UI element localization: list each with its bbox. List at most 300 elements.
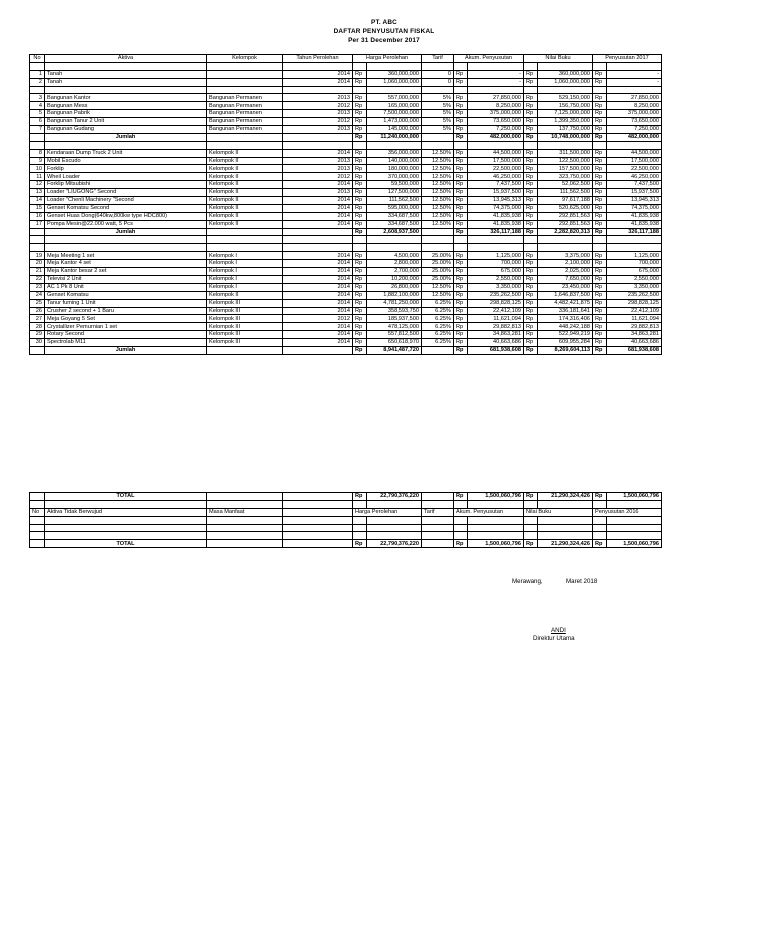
- acquisition-year: 2014: [283, 307, 353, 315]
- accumulated-depreciation: 22,500,000: [468, 165, 524, 173]
- currency-label: Rp: [593, 189, 607, 197]
- grand-total-label: TOTAL: [45, 493, 207, 501]
- depreciation-2017: 29,882,813: [607, 323, 662, 331]
- acquisition-year: 2013: [283, 126, 353, 134]
- empty-cell: [30, 133, 45, 141]
- depreciation-rate: 6.25%: [422, 323, 454, 331]
- empty-cell: [207, 516, 283, 524]
- empty-cell: [454, 524, 468, 532]
- asset-row: [30, 315, 662, 323]
- subtotal-book-value: 10,748,000,000: [538, 133, 593, 141]
- currency-label: Rp: [353, 189, 367, 197]
- asset-row: [30, 110, 662, 118]
- currency-label: Rp: [524, 165, 538, 173]
- book-value: 111,562,500: [538, 189, 593, 197]
- asset-row: [30, 118, 662, 126]
- asset-name: Kendaraan Dump Truck 2 Unit: [45, 149, 207, 157]
- book-value: 323,750,000: [538, 173, 593, 181]
- acquisition-year: 2012: [283, 118, 353, 126]
- currency-label: Rp: [353, 149, 367, 157]
- currency-label: Rp: [593, 157, 607, 165]
- depreciation-rate: 12.50%: [422, 197, 454, 205]
- currency-label: Rp: [454, 339, 468, 347]
- currency-label: Rp: [454, 204, 468, 212]
- currency-label: Rp: [593, 268, 607, 276]
- acquisition-year: 2014: [283, 70, 353, 78]
- currency-label: Rp: [454, 173, 468, 181]
- asset-no: 4: [30, 102, 45, 110]
- currency-label: Rp: [593, 307, 607, 315]
- asset-no: 28: [30, 323, 45, 331]
- asset-no: 23: [30, 283, 45, 291]
- empty-cell: [283, 244, 353, 252]
- empty-cell: [30, 228, 45, 236]
- asset-name: Forklip: [45, 165, 207, 173]
- currency-label: Rp: [353, 212, 367, 220]
- empty-cell: [454, 500, 468, 508]
- asset-group: Kelompok I: [207, 268, 283, 276]
- accumulated-depreciation: 700,000: [468, 260, 524, 268]
- column-header: Aktiva: [45, 55, 207, 63]
- currency-label: Rp: [454, 220, 468, 228]
- depreciation-2017: -: [607, 70, 662, 78]
- empty-cell: [207, 493, 283, 501]
- depreciation-2017: 15,937,500: [607, 189, 662, 197]
- asset-name: Bangunan Tanur 2 Unit: [45, 118, 207, 126]
- depreciation-2017: 675,000: [607, 268, 662, 276]
- empty-cell: [207, 524, 283, 532]
- grand-total-label: TOTAL: [45, 540, 207, 548]
- depreciation-2017: 1,125,000: [607, 252, 662, 260]
- currency-label: Rp: [524, 268, 538, 276]
- currency-label: Rp: [524, 118, 538, 126]
- empty-cell: [454, 62, 468, 70]
- empty-cell: [607, 236, 662, 244]
- book-value: 448,242,188: [538, 323, 593, 331]
- currency-label: Rp: [524, 197, 538, 205]
- asset-row: [30, 220, 662, 228]
- currency-label: Rp: [353, 275, 367, 283]
- grand-total-book-value: 21,290,324,426: [538, 493, 593, 501]
- currency-label: Rp: [593, 323, 607, 331]
- acquisition-year: 2014: [283, 260, 353, 268]
- currency-label: Rp: [353, 299, 367, 307]
- book-value: 1,646,837,500: [538, 291, 593, 299]
- asset-group: Kelompok II: [207, 204, 283, 212]
- accumulated-depreciation: 41,835,938: [468, 220, 524, 228]
- currency-label: Rp: [353, 228, 367, 236]
- depreciation-rate: 0: [422, 78, 454, 86]
- column-header: Tarif: [422, 55, 454, 63]
- acquisition-cost: 358,593,750: [367, 307, 422, 315]
- acquisition-year: 2014: [283, 299, 353, 307]
- empty-cell: [524, 236, 538, 244]
- column-header: Akum. Penyusutan: [454, 508, 524, 516]
- empty-row: [30, 516, 662, 524]
- asset-group: Kelompok III: [207, 323, 283, 331]
- asset-name: Bangunan Gudang: [45, 126, 207, 134]
- asset-group: Kelompok I: [207, 252, 283, 260]
- empty-cell: [283, 516, 353, 524]
- empty-cell: [422, 141, 454, 149]
- empty-cell: [283, 62, 353, 70]
- empty-cell: [454, 236, 468, 244]
- currency-label: Rp: [524, 323, 538, 331]
- currency-label: Rp: [454, 110, 468, 118]
- asset-group: Bangunan Permanen: [207, 126, 283, 134]
- subtotal-label: Jumlah: [45, 133, 207, 141]
- book-value: 292,851,563: [538, 220, 593, 228]
- currency-label: Rp: [593, 94, 607, 102]
- asset-row: [30, 70, 662, 78]
- empty-cell: [367, 532, 422, 540]
- currency-label: Rp: [524, 94, 538, 102]
- empty-cell: [283, 540, 353, 548]
- empty-cell: [45, 236, 207, 244]
- subtotal-label: Jumlah: [45, 346, 207, 354]
- asset-row: [30, 331, 662, 339]
- empty-row: [30, 532, 662, 540]
- empty-row: [30, 62, 662, 70]
- currency-label: Rp: [524, 291, 538, 299]
- asset-name: Forklip Mitsubishi: [45, 181, 207, 189]
- column-header: Penyusutan 2016: [593, 508, 662, 516]
- empty-cell: [468, 236, 524, 244]
- accumulated-depreciation: 44,500,000: [468, 149, 524, 157]
- acquisition-year: 2014: [283, 275, 353, 283]
- asset-no: 5: [30, 110, 45, 118]
- empty-cell: [283, 493, 353, 501]
- currency-label: Rp: [593, 126, 607, 134]
- empty-cell: [538, 141, 593, 149]
- book-value: 23,450,000: [538, 283, 593, 291]
- grand-total-cost: 22,790,376,220: [367, 540, 422, 548]
- currency-label: Rp: [454, 133, 468, 141]
- currency-label: Rp: [454, 181, 468, 189]
- asset-name: Bangunan Mess: [45, 102, 207, 110]
- currency-label: Rp: [593, 339, 607, 347]
- currency-label: Rp: [353, 315, 367, 323]
- empty-cell: [45, 516, 207, 524]
- book-value: 529,150,000: [538, 94, 593, 102]
- empty-cell: [283, 508, 353, 516]
- subtotal-cost: 8,941,487,720: [367, 346, 422, 354]
- acquisition-cost: 59,500,000: [367, 181, 422, 189]
- empty-cell: [422, 62, 454, 70]
- accumulated-depreciation: 17,500,000: [468, 157, 524, 165]
- accumulated-depreciation: 11,621,094: [468, 315, 524, 323]
- grand-total-row: [30, 540, 662, 548]
- currency-label: Rp: [454, 315, 468, 323]
- depreciation-rate: 25.00%: [422, 275, 454, 283]
- acquisition-year: 2014: [283, 252, 353, 260]
- column-header: Tahun Perolehan: [283, 55, 353, 63]
- empty-cell: [30, 500, 45, 508]
- depreciation-2017: 700,000: [607, 260, 662, 268]
- acquisition-cost: 1,060,000,000: [367, 78, 422, 86]
- asset-row: [30, 173, 662, 181]
- empty-cell: [367, 236, 422, 244]
- asset-row: [30, 197, 662, 205]
- book-value: 4,482,421,875: [538, 299, 593, 307]
- asset-name: Loader "Chenli Machinery "Second: [45, 197, 207, 205]
- acquisition-cost: 2,800,000: [367, 260, 422, 268]
- asset-group: Kelompok II: [207, 157, 283, 165]
- accumulated-depreciation: -: [468, 70, 524, 78]
- accumulated-depreciation: 1,125,000: [468, 252, 524, 260]
- empty-cell: [207, 236, 283, 244]
- empty-cell: [524, 516, 538, 524]
- asset-group: Kelompok III: [207, 315, 283, 323]
- subtotal-book-value: 2,282,820,313: [538, 228, 593, 236]
- currency-label: Rp: [593, 260, 607, 268]
- depreciation-rate: 25.00%: [422, 252, 454, 260]
- asset-row: [30, 204, 662, 212]
- accumulated-depreciation: 27,850,000: [468, 94, 524, 102]
- book-value: 360,000,000: [538, 70, 593, 78]
- empty-cell: [607, 141, 662, 149]
- acquisition-cost: 165,000,000: [367, 102, 422, 110]
- asset-name: Crystallizer Pemurnian 1 set: [45, 323, 207, 331]
- currency-label: Rp: [353, 291, 367, 299]
- depreciation-rate: 5%: [422, 102, 454, 110]
- currency-label: Rp: [524, 339, 538, 347]
- empty-row: [30, 86, 662, 94]
- depreciation-rate: 12.50%: [422, 220, 454, 228]
- currency-label: Rp: [524, 299, 538, 307]
- currency-label: Rp: [353, 102, 367, 110]
- depreciation-2017: 73,650,000: [607, 118, 662, 126]
- acquisition-year: 2012: [283, 173, 353, 181]
- column-header: Akum. Penyusutan: [454, 55, 524, 63]
- empty-cell: [283, 500, 353, 508]
- currency-label: Rp: [593, 299, 607, 307]
- empty-cell: [538, 532, 593, 540]
- asset-name: Meja Kantor besar 2 set: [45, 268, 207, 276]
- depreciation-rate: 12.50%: [422, 189, 454, 197]
- empty-cell: [524, 62, 538, 70]
- currency-label: Rp: [593, 110, 607, 118]
- subtotal-row: [30, 346, 662, 354]
- empty-cell: [524, 500, 538, 508]
- depreciation-rate: 5%: [422, 94, 454, 102]
- column-header: Tarif: [422, 508, 454, 516]
- currency-label: Rp: [454, 275, 468, 283]
- subtotal-row: [30, 228, 662, 236]
- asset-no: 22: [30, 275, 45, 283]
- currency-label: Rp: [593, 283, 607, 291]
- currency-label: Rp: [593, 133, 607, 141]
- empty-cell: [468, 141, 524, 149]
- empty-cell: [45, 532, 207, 540]
- empty-cell: [524, 532, 538, 540]
- asset-name: Tanah: [45, 78, 207, 86]
- report-title: DAFTAR PENYUSUTAN FISKAL: [333, 28, 435, 35]
- accumulated-depreciation: 13,945,313: [468, 197, 524, 205]
- depreciation-2017: 34,863,281: [607, 331, 662, 339]
- asset-row: [30, 307, 662, 315]
- acquisition-cost: 4,500,000: [367, 252, 422, 260]
- currency-label: Rp: [524, 228, 538, 236]
- book-value: 336,181,641: [538, 307, 593, 315]
- acquisition-cost: 650,618,970: [367, 339, 422, 347]
- signer-position: Direktur Utama: [533, 635, 575, 642]
- empty-cell: [607, 500, 662, 508]
- depreciation-rate: 12.50%: [422, 291, 454, 299]
- asset-row: [30, 165, 662, 173]
- acquisition-cost: 1,473,000,000: [367, 118, 422, 126]
- column-header: Nilai Buku: [524, 508, 593, 516]
- asset-group: [207, 70, 283, 78]
- empty-cell: [207, 500, 283, 508]
- asset-row: [30, 126, 662, 134]
- asset-name: Genset Komatsu: [45, 291, 207, 299]
- acquisition-year: 2014: [283, 78, 353, 86]
- empty-cell: [422, 236, 454, 244]
- asset-no: 20: [30, 260, 45, 268]
- empty-cell: [367, 86, 422, 94]
- acquisition-cost: 1,882,100,000: [367, 291, 422, 299]
- asset-row: [30, 339, 662, 347]
- empty-cell: [538, 524, 593, 532]
- accumulated-depreciation: 7,437,500: [468, 181, 524, 189]
- currency-label: Rp: [524, 346, 538, 354]
- asset-group: Kelompok III: [207, 299, 283, 307]
- subtotal-cost: 2,608,937,500: [367, 228, 422, 236]
- empty-cell: [30, 516, 45, 524]
- empty-cell: [607, 86, 662, 94]
- asset-row: [30, 291, 662, 299]
- currency-label: Rp: [593, 228, 607, 236]
- currency-label: Rp: [353, 157, 367, 165]
- book-value: 174,316,406: [538, 315, 593, 323]
- column-header: No: [30, 508, 45, 516]
- acquisition-year: 2014: [283, 283, 353, 291]
- asset-group: Kelompok I: [207, 283, 283, 291]
- book-value: 7,125,000,000: [538, 110, 593, 118]
- empty-cell: [353, 86, 367, 94]
- book-value: 122,500,000: [538, 157, 593, 165]
- summary-table: [29, 492, 662, 548]
- empty-cell: [283, 86, 353, 94]
- depreciation-2017: 46,250,000: [607, 173, 662, 181]
- currency-label: Rp: [454, 78, 468, 86]
- asset-row: [30, 268, 662, 276]
- empty-cell: [607, 524, 662, 532]
- empty-cell: [538, 516, 593, 524]
- empty-cell: [607, 516, 662, 524]
- subtotal-accumulated: 482,000,000: [468, 133, 524, 141]
- asset-name: Genset Huas Dong(640kw,800kw type HDC800): [45, 212, 207, 220]
- empty-cell: [367, 62, 422, 70]
- accumulated-depreciation: 375,000,000: [468, 110, 524, 118]
- depreciation-rate: 12.50%: [422, 212, 454, 220]
- empty-cell: [422, 493, 454, 501]
- depreciation-rate: 6.25%: [422, 331, 454, 339]
- currency-label: Rp: [353, 252, 367, 260]
- currency-label: Rp: [524, 149, 538, 157]
- accumulated-depreciation: 41,835,938: [468, 212, 524, 220]
- asset-name: Meja Meeting 1 set: [45, 252, 207, 260]
- empty-cell: [524, 524, 538, 532]
- empty-cell: [593, 516, 607, 524]
- asset-row: [30, 157, 662, 165]
- empty-cell: [30, 236, 45, 244]
- empty-cell: [30, 86, 45, 94]
- depreciation-2017: 8,250,000: [607, 102, 662, 110]
- empty-cell: [468, 86, 524, 94]
- asset-group: Kelompok I: [207, 275, 283, 283]
- empty-cell: [367, 500, 422, 508]
- empty-cell: [422, 516, 454, 524]
- empty-cell: [207, 141, 283, 149]
- empty-cell: [422, 500, 454, 508]
- accumulated-depreciation: 8,250,000: [468, 102, 524, 110]
- depreciation-2017: 22,412,109: [607, 307, 662, 315]
- empty-cell: [283, 524, 353, 532]
- acquisition-cost: 7,500,000,000: [367, 110, 422, 118]
- acquisition-cost: 2,700,000: [367, 268, 422, 276]
- asset-name: Spectrolab M11: [45, 339, 207, 347]
- acquisition-cost: 334,687,500: [367, 220, 422, 228]
- asset-no: 19: [30, 252, 45, 260]
- empty-cell: [454, 244, 468, 252]
- column-header: Masa Manfaat: [207, 508, 283, 516]
- empty-cell: [538, 236, 593, 244]
- acquisition-cost: 26,800,000: [367, 283, 422, 291]
- asset-group: Kelompok II: [207, 291, 283, 299]
- accumulated-depreciation: -: [468, 78, 524, 86]
- empty-cell: [207, 532, 283, 540]
- depreciation-rate: 6.25%: [422, 339, 454, 347]
- depreciation-rate: 0: [422, 70, 454, 78]
- currency-label: Rp: [454, 283, 468, 291]
- empty-cell: [593, 236, 607, 244]
- acquisition-cost: 180,000,000: [367, 165, 422, 173]
- depreciation-rate: 25.00%: [422, 268, 454, 276]
- currency-label: Rp: [524, 315, 538, 323]
- empty-cell: [30, 540, 45, 548]
- subtotal-accumulated: 681,938,608: [468, 346, 524, 354]
- depreciation-2017: 13,945,313: [607, 197, 662, 205]
- column-header: Kelompok: [207, 55, 283, 63]
- asset-row: [30, 181, 662, 189]
- empty-cell: [45, 62, 207, 70]
- currency-label: Rp: [454, 260, 468, 268]
- asset-row: [30, 323, 662, 331]
- empty-cell: [607, 532, 662, 540]
- accumulated-depreciation: 3,350,000: [468, 283, 524, 291]
- empty-cell: [30, 524, 45, 532]
- currency-label: Rp: [524, 283, 538, 291]
- asset-name: Tanah: [45, 70, 207, 78]
- empty-cell: [468, 532, 524, 540]
- currency-label: Rp: [454, 299, 468, 307]
- column-header: Nilai Buku: [524, 55, 593, 63]
- asset-group: Kelompok I: [207, 260, 283, 268]
- empty-row: [30, 244, 662, 252]
- asset-row: [30, 275, 662, 283]
- depreciation-rate: 5%: [422, 118, 454, 126]
- asset-no: 17: [30, 220, 45, 228]
- asset-name: AC 1 Pk 8 Unit: [45, 283, 207, 291]
- currency-label: Rp: [593, 331, 607, 339]
- currency-label: Rp: [593, 346, 607, 354]
- asset-row: [30, 94, 662, 102]
- grand-total-row: [30, 493, 662, 501]
- empty-cell: [283, 228, 353, 236]
- empty-cell: [422, 540, 454, 548]
